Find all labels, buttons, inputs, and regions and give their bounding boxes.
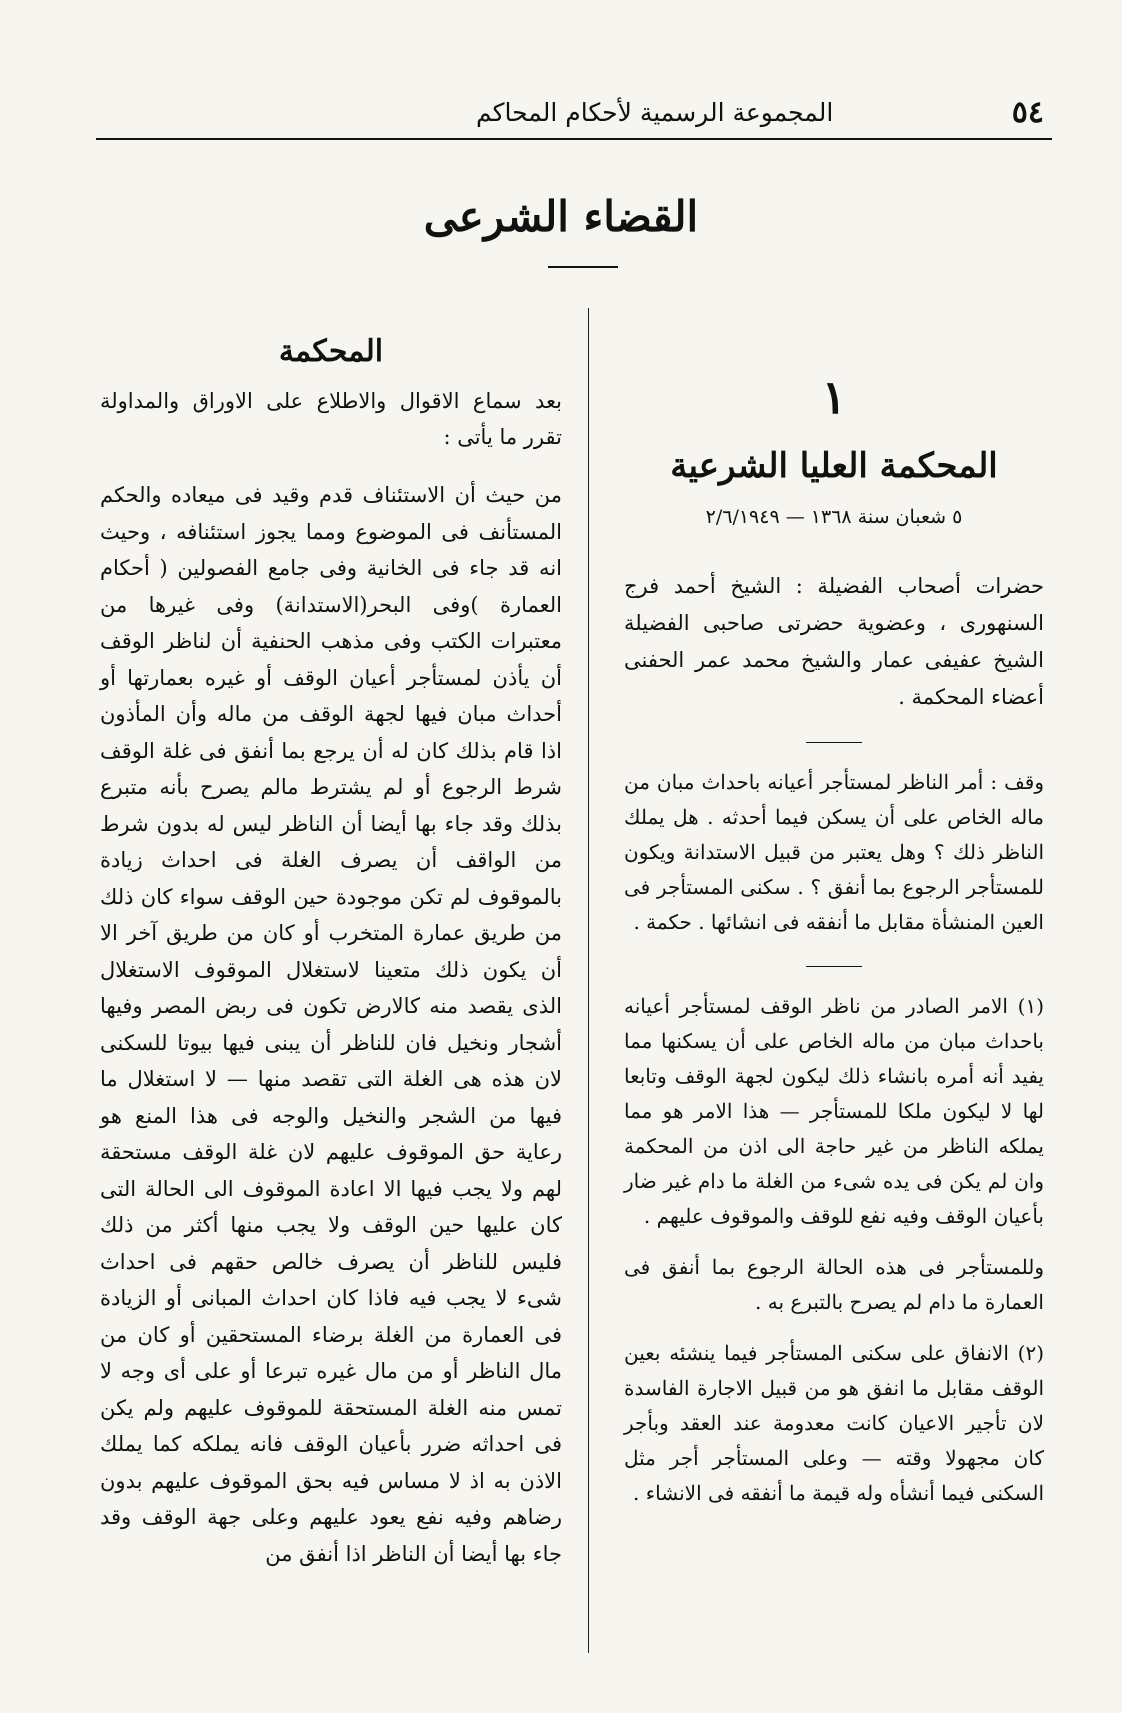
title-rule: [548, 266, 618, 268]
legal-principle-1-note: وللمستأجر فى هذه الحالة الرجوع بما أنفق فى العمارة ما دام لم يصرح بالتبرع به .: [624, 1255, 1044, 1314]
judgment-date: ٥ شعبان سنة ١٣٦٨ — ٢/٦/١٩٤٩: [705, 506, 963, 528]
case-summary: وقف : أمر الناظر لمستأجر أعيانه باحداث مبان من ماله الخاص على أن يسكن فيما أحدثه . هل يملك الناظر ذلك ؟ وهل يعتبر من قبيل الاستدانة ويكون للمستأجر الرجوع بما أنفق ؟ . سكنى المستأجر فى العين المنشأة مقابل ما أنفقه فى انشائها . حكمة .: [624, 770, 1044, 934]
legal-principle-2: (٢) الانفاق على سكنى المستأجر فيما ينشئه بعين الوقف مقابل ما انفق هو من قبيل الاجارة الفاسدة لان تأجير الاعيان كانت معدومة عند العقد وبأجر كان مجهولا وقته — وعلى المستأجر أجر مثل السكنى فيما أنشأه وله قيمة ما أنفقه فى الانشاء .: [624, 1341, 1044, 1505]
right-column: [624, 330, 1044, 1511]
court-name: المحكمة العليا الشرعية: [670, 446, 998, 486]
running-title: المجموعة الرسمية لأحكام المحاكم: [476, 97, 834, 127]
separator-rule: [806, 966, 862, 967]
page-number: ٥٤: [1011, 94, 1044, 130]
column-divider: [588, 308, 589, 1653]
separator-rule: [806, 742, 862, 743]
page-header: [96, 92, 1044, 132]
judgment-body: من حيث أن الاستئناف قدم وقيد فى ميعاده والحكم المستأنف فى الموضوع ومما يجوز استئنافه ، وحيث انه قد جاء فى الخانية وفى جامع الفصولين ( أحكام العمارة )وفى البحر(الاستدانة) وفى غيرها من معتبرات الكتب وفى مذهب الحنفية أن لناظر الوقف أن يأذن لمستأجر أعيان الوقف أو غيره بعمارتها أو أحداث مبان فيها لجهة الوقف من ماله وأن المأذون اذا قام بذلك كان له أن يرجع بما أنفق فى غلة الوقف شرط الرجوع أو لم يشترط مالم يصرح بأنه متبرع بذلك وقد جاء بها أيضا أن الناظر ليس له بدون شرط من الواقف أن يصرف الغلة فى احداث زيادة بالموقوف لم تكن موجودة حين الوقف سواء كان ذلك من طريق عمارة المتخرب أو كان من طريق آخر الا أن يكون ذلك متعينا لاستغلال الموقوف الاستغلال الذى يقصد منه كالارض تكون فى ربض المصر وفيها أشجار ونخيل فان للناظر أن يبنى فيها بيوتا للسكنى لان هذه هى الغلة التى تقصد منها — لا استغلال ما فيها من الشجر والنخيل والوجه فى هذا المنع هو رعاية حق الموقوف عليهم لان غلة الوقف مستحقة لهم ولا يجب فيها الا اعادة الموقوف الى الحالة التى كان عليها حين الوقف ولا يجب منها أكثر من ذلك فليس للناظر أن يصرف خالص حقهم فى احداث شىء لا يجب فيه فاذا كان احداث المبانى أو الزيادة فى العمارة من الغلة برضاء المستحقين أو كان من مال الناظر أو من مال غيره تبرعا أو على أى وجه لا تمس منه الغلة المستحقة للموقوف عليهم ولم يكن فى احداثه ضرر بأعيان الوقف فانه يملكه كما يملك الاذن به اذ لا مساس فيه بحق الموقوف عليهم بدون رضاهم وفيه نفع يعود عليهم وعلى جهة الوقف وقد جاء بها أيضا أن الناظر اذا أنفق من: [100, 483, 562, 1566]
header-rule: [96, 138, 1052, 140]
case-number: ١: [821, 370, 847, 424]
section-title: القضاء الشرعى: [423, 192, 699, 241]
judgment-intro: بعد سماع الاقوال والاطلاع على الاوراق والمداولة تقرر ما يأتى :: [100, 389, 562, 449]
judgment-heading: المحكمة: [278, 334, 384, 369]
left-column: [100, 330, 562, 1572]
court-panel: حضرات أصحاب الفضيلة : الشيخ أحمد فرج السنهورى ، وعضوية حضرتى صاحبى الفضيلة الشيخ عفيفى عمار والشيخ محمد عمر الحفنى أعضاء المحكمة .: [624, 574, 1044, 709]
legal-principle-1: (١) الامر الصادر من ناظر الوقف لمستأجر أعيانه باحداث مبان من ماله الخاص على أن يسكنها مما يفيد أنه أمره بانشاء ذلك ليكون لجهة الوقف وتابعا لها لا ليكون ملكا للمستأجر — هذا الامر هو مما يملكه الناظر من غير حاجة الى اذن من المحكمة وان لم يكن فى يده شىء من الغلة ما دام غير ضار بأعيان الوقف وفيه نفع للوقف والموقوف عليهم .: [624, 994, 1044, 1228]
